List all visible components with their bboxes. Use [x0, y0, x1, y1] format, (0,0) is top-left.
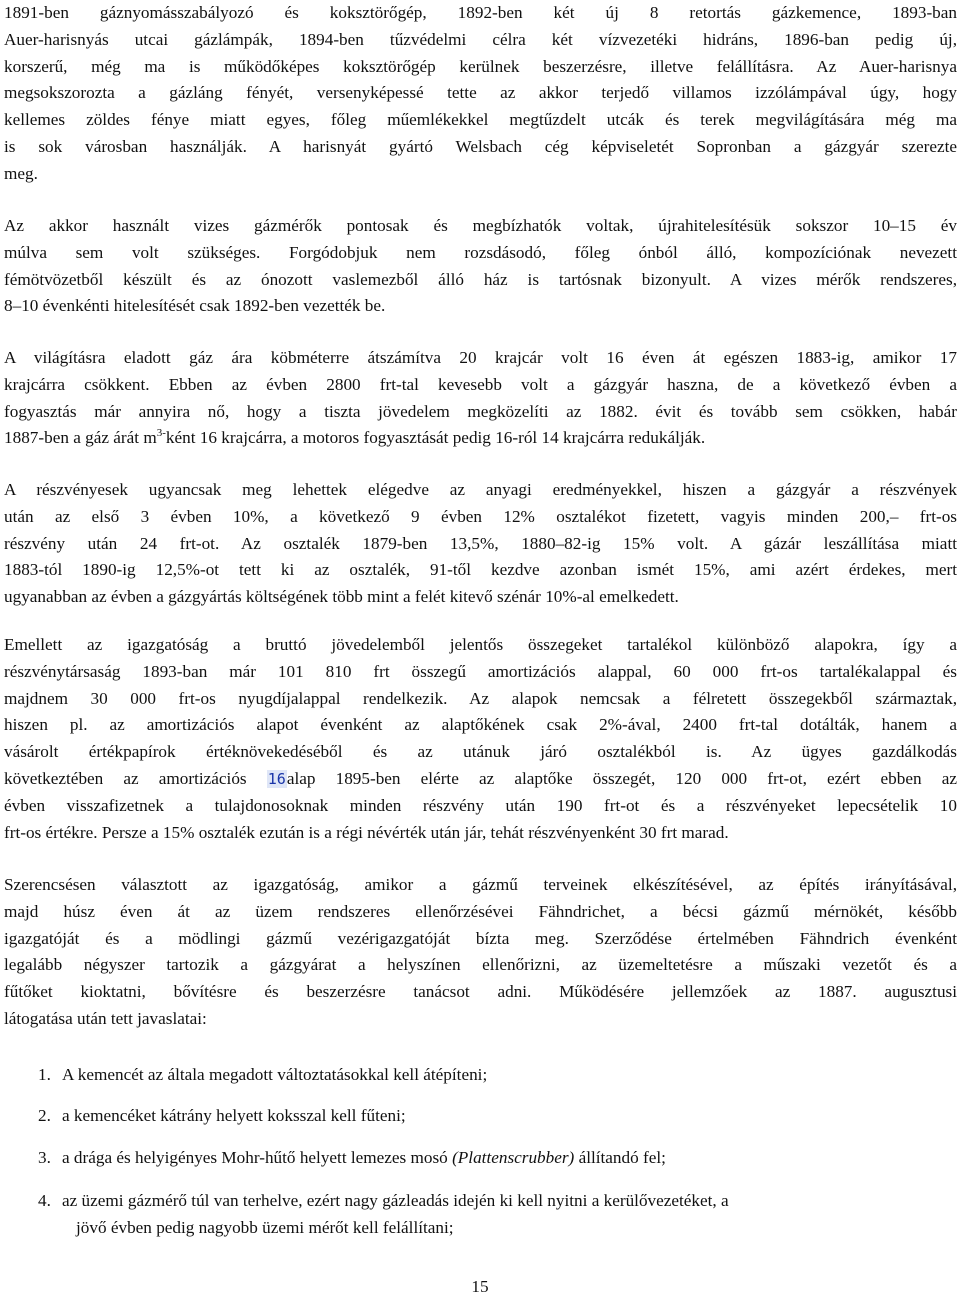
list-item: [38, 1062, 957, 1089]
text-line: A világításra eladott gáz ára köbméterre átszámítva 20 krajcár volt 16 éven át egészen 1883-ig, amikor 17: [4, 348, 957, 367]
list-text: a drága és helyigényes Mohr-hűtő helyett lemezes mosó: [62, 1148, 453, 1167]
text-line: A részvényesek ugyancsak meg lehettek elégedve az anyagi eredményekkel, hiszen a gázgyár a részvények: [4, 480, 957, 499]
list-text: az üzemi gázmérő túl van terhelve, ezért nagy gázleadás idején ki kell nyitni a kerülővezetéket, a: [62, 1191, 729, 1210]
text-line: legalább négyszer tartozik a gázgyárat a helyszínen ellenőrizni, az üzemeltetésre a műszaki vezetőt és a: [4, 955, 957, 975]
text-line: fogyasztás már annyira nő, hogy a tiszta jövedelem megközelíti az 1882. évit és tovább sem csökken, habár: [4, 401, 957, 421]
text-line: fűtőket kioktatni, bővítésre és beszerzésre tanácsot adni. Működésére jellemzőek az 1887. augusztusi: [4, 982, 957, 1002]
list-item: [38, 1188, 957, 1242]
text-line: 1891-ben gáznyomásszabályozó és koksztörőgép, 1892-ben két új 8 retortás gázkemence, 1893-ban: [4, 3, 957, 22]
text-line: 8–10 évenkénti hitelesítését csak 1892-ben vezették be.: [4, 296, 386, 316]
text-line: múlva sem volt szükséges. Forgódobjuk nem rozsdásodó, főleg ónból álló, kompozíciónak nevezett: [4, 242, 957, 262]
paragraph-6: [4, 872, 957, 1033]
page-number: 15: [471, 1277, 489, 1296]
list-text: a kemencéket kátrány helyett koksszal kell fűteni;: [62, 1106, 406, 1125]
list-text-continued: jövő évben pedig nagyobb üzemi mérőt kell felállítani;: [76, 1217, 454, 1237]
highlighted-footnote-link[interactable]: 16: [267, 769, 286, 788]
list-text: állítandó fel;: [574, 1148, 666, 1167]
list-number: 4.: [38, 1191, 51, 1210]
text-line: [4, 766, 957, 793]
text-line: évben visszafizetnek a tulajdonosoknak minden részvény után 190 frt-ot és a részvényeket lepecsételik 10: [4, 795, 957, 815]
text-line: Az akkor használt vizes gázmérők pontosak és megbízhatók voltak, újrahitelesítésük sokszor 10–15 év: [4, 216, 957, 235]
paragraph-1: [4, 0, 957, 188]
text-line: Szerencsésen választott az igazgatóság, amikor a gázmű terveinek elkészítésével, az építés irányításával,: [4, 875, 957, 894]
text-segment: következtében az amortizációs: [4, 768, 267, 788]
list-text-italic: (Plattenscrubber): [452, 1148, 575, 1167]
paragraph-4: [4, 477, 957, 611]
text-line: vásárolt értékpapírok értéknövekedéséből és az utánuk járó osztalékból is. Az ügyes gazdálkodás: [4, 742, 957, 762]
text-line: igazgatóját és a mödlingi gázmű vezérigazgatóját bízta meg. Szerződése értelmében Fähndrich évenként: [4, 928, 957, 948]
text-line: 1883-tól 1890-ig 12,5%-ot tett ki az osztalék, 91-től kezdve azonban ismét 15%, ami azért érdekes, mert: [4, 560, 957, 580]
text-line: után az első 3 évben 10%, a következő 9 évben 12% osztalékot fizetett, vagyis minden 200,– frt-os: [4, 506, 957, 526]
text-line: hiszen pl. az amortizációs alapot évenként az alaptőkének csak 2%-ával, 2400 frt-tal dotálták, hanem a: [4, 715, 957, 735]
list-number: 2.: [38, 1106, 51, 1125]
text-line: is sok városban használják. A harisnyát gyártó Welsbach cég képviseletét Sopronban a gázgyár szerezte: [4, 136, 957, 156]
text-line: krajcárra csökkent. Ebben az évben 2800 frt-tal kevesebb volt a gázgyár haszna, de a következő évben a: [4, 374, 957, 394]
list-item: [38, 1103, 957, 1130]
text-line: majdnem 30 000 frt-os nyugdíjalappal rendelkezik. Az alapok nemcsak a félretett összegekből származtak,: [4, 688, 957, 708]
list-text: A kemencét az általa megadott változtatásokkal kell átépíteni;: [62, 1065, 488, 1084]
text-segment: ként 16 krajcárra, a motoros fogyasztását pedig 16-ról 14 krajcárra redukálják.: [165, 428, 706, 448]
text-line: Emellett az igazgatóság a bruttó jövedelemből jelentős összegeket tartalékol különböző alapokra, így a: [4, 635, 957, 654]
text-line: frt-os értékre. Persze a 15% osztalék ezután is a régi névérték után jár, tehát részvényenként 30 frt marad.: [4, 822, 729, 842]
text-line: kellemes zöldes fénye miatt egyes, főleg műemlékekkel megtűzdelt utcák és terek megvilágítására még ma: [4, 110, 957, 130]
text-line: [4, 425, 957, 452]
text-line: megsokszorozta a gázláng fényét, versenyképessé tette az akkor terjedő villamos izzólámpával úgy, hogy: [4, 83, 957, 103]
list-number: 3.: [38, 1148, 51, 1167]
text-line: részvény után 24 frt-ot. Az osztalék 1879-ben 13,5%, 1880–82-ig 15% volt. A gázár leszállítása miatt: [4, 533, 957, 553]
text-line: Auer-harisnyás utcai gázlámpák, 1894-ben tűzvédelmi célra két vízvezetéki hidráns, 1896-ban pedig új,: [4, 29, 957, 49]
list-number: 1.: [38, 1065, 51, 1084]
text-line: korszerű, még ma is működőképes koksztörőgép kerülnek beszerzésre, illetve felállításra. Az Auer-harisnya: [4, 56, 957, 76]
text-line: ugyanabban az évben a gázgyártás költségének több mint a felét kitevő szénár 10%-al emelkedett.: [4, 587, 679, 607]
text-line: majd húsz éven át az üzem rendszeres ellenőrzésévei Fähndrichet, a bécsi gázmű mérnökét, később: [4, 901, 957, 921]
list-item: [38, 1145, 957, 1172]
text-segment: alap 1895-ben elérte az alaptőke összegét, 120 000 frt-ot, ezért ebben az: [286, 768, 957, 788]
superscript: 3-: [156, 427, 166, 440]
paragraph-5: [4, 632, 957, 846]
text-line: meg.: [4, 163, 38, 183]
paragraph-3: [4, 345, 957, 452]
text-segment: 1887-ben a gáz árát m: [4, 428, 157, 448]
text-line: részvénytársaság 1893-ban már 101 810 frt összegű amortizációs alappal, 60 000 frt-os tartalékalappal és: [4, 661, 957, 681]
paragraph-2: [4, 213, 957, 320]
text-line: látogatása után tett javaslatai:: [4, 1008, 207, 1028]
text-line: fémötvözetből készült és az ónozott vaslemezből álló ház is tartósnak bizonyult. A vizes mérők rendszeres,: [4, 269, 957, 289]
